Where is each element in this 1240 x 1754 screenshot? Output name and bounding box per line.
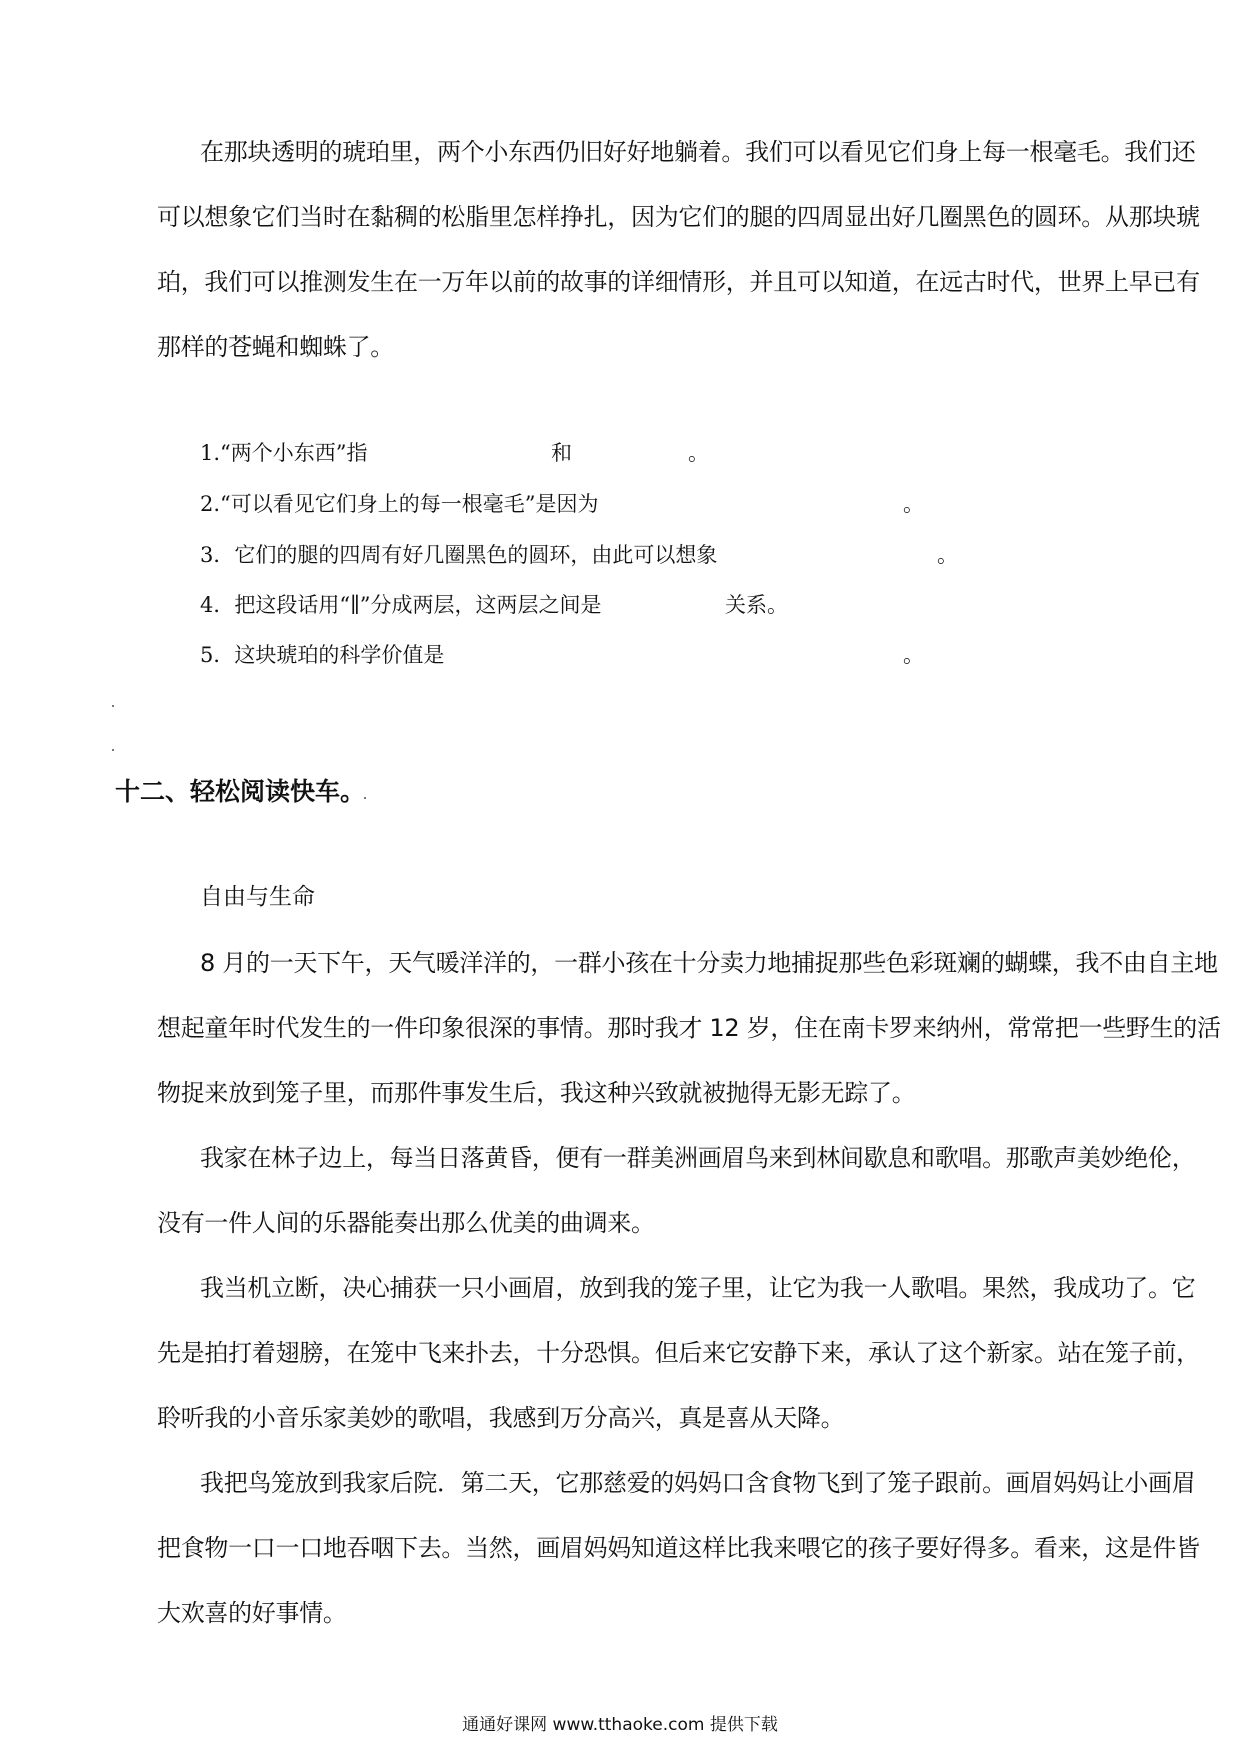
question-text: 5．这块琥珀的科学价值是 (200, 643, 445, 667)
scan-speck (112, 749, 114, 751)
paragraph-line: 把食物一口一口地吞咽下去。当然，画眉妈妈知道这样比我来喂它的孩子要好得多。看来，这是件皆 (157, 1534, 1200, 1562)
section-heading: 十二、轻松阅读快车。 (115, 777, 366, 806)
paragraph-line: 我家在林子边上，每当日落黄昏，便有一群美洲画眉鸟来到林间歇息和歌唱。那歌声美妙绝伦， (200, 1144, 1196, 1172)
story-title: 自由与生命 (200, 884, 315, 910)
question-text: 。 (688, 441, 709, 465)
question-text: 。 (903, 492, 924, 516)
paragraph-line: 在那块透明的琥珀里，两个小东西仍旧好好地躺着。我们可以看见它们身上每一根毫毛。我们还 (200, 138, 1196, 166)
paragraph-line: 想起童年时代发生的一件印象很深的事情。那时我才 12 岁，住在南卡罗来纳州，常常把一些野生的活 (157, 1014, 1221, 1042)
question-text: 2.“可以看见它们身上的每一根毫毛”是因为 (200, 492, 599, 516)
paragraph-line: 聆听我的小音乐家美妙的歌唱，我感到万分高兴，真是喜从天降。 (157, 1404, 845, 1432)
paragraph-line: 8 月的一天下午，天气暖洋洋的，一群小孩在十分卖力地捕捉那些色彩斑斓的蝴蝶，我不由自主地 (200, 949, 1218, 977)
question-text: 和 (551, 441, 572, 465)
scan-speck (112, 705, 114, 707)
paragraph-line: 先是拍打着翅膀，在笼中飞来扑去，十分恐惧。但后来它安静下来，承认了这个新家。站在笼子前， (157, 1339, 1200, 1367)
paragraph-line: 物捉来放到笼子里，而那件事发生后，我这种兴致就被抛得无影无踪了。 (157, 1079, 916, 1107)
question-text: 4．把这段话用“∥”分成两层，这两层之间是 (200, 593, 602, 617)
paragraph-line: 大欢喜的好事情。 (157, 1599, 347, 1627)
paragraph-line: 没有一件人间的乐器能奏出那么优美的曲调来。 (157, 1209, 655, 1237)
paragraph-line: 可以想象它们当时在黏稠的松脂里怎样挣扎，因为它们的腿的四周显出好几圈黑色的圆环。从那块琥 (157, 203, 1200, 231)
question-text: 。 (903, 643, 924, 667)
question-text: 。 (937, 543, 958, 567)
question-text: 3．它们的腿的四周有好几圈黑色的圆环，由此可以想象 (200, 543, 718, 567)
paragraph-line: 我当机立断，决心捕获一只小画眉，放到我的笼子里，让它为我一人歌唱。果然，我成功了。它 (200, 1274, 1196, 1302)
paragraph-line: 那样的苍蝇和蜘蛛了。 (157, 333, 394, 361)
question-text: 关系。 (725, 593, 788, 617)
page-footer: 通通好课网 www.tthaoke.com 提供下载 (462, 1715, 778, 1735)
paragraph-line: 珀，我们可以推测发生在一万年以前的故事的详细情形，并且可以知道，在远古时代，世界上早已有 (157, 268, 1200, 296)
paragraph-line: 我把鸟笼放到我家后院．第二天，它那慈爱的妈妈口含食物飞到了笼子跟前。画眉妈妈让小画眉 (200, 1469, 1196, 1497)
question-text: 1.“两个小东西”指 (200, 441, 368, 465)
